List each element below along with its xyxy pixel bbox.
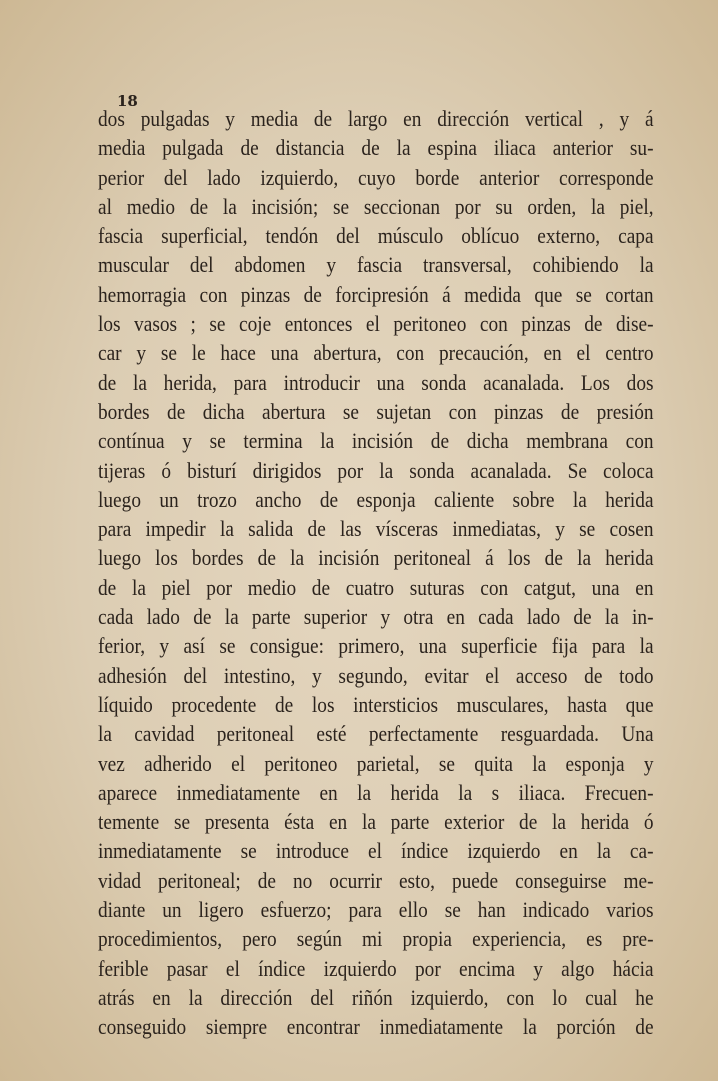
body-text — [98, 104, 654, 1042]
text-line: aparece inmediatamente en la herida la s iliaca. Frecuen- — [98, 779, 654, 805]
text-line: al medio de la incisión; se seccionan por su orden, la piel, — [98, 193, 654, 219]
text-line: car y se le hace una abertura, con precaución, en el centro — [98, 340, 654, 366]
text-line: tijeras ó bisturí dirigidos por la sonda acanalada. Se coloca — [98, 457, 654, 483]
text-line: líquido procedente de los intersticios musculares, hasta que — [98, 691, 654, 717]
text-line: cada lado de la parte superior y otra en cada lado de la in- — [98, 604, 654, 630]
text-line: los vasos ; se coje entonces el peritoneo con pinzas de dise- — [98, 311, 654, 337]
text-line: para impedir la salida de las vísceras inmediatas, y se cosen — [98, 516, 654, 542]
text-line: inmediatamente se introduce el índice izquierdo en la ca- — [98, 838, 654, 864]
text-line: muscular del abdomen y fascia transversal, cohibiendo la — [98, 252, 654, 278]
text-line: de la piel por medio de cuatro suturas con catgut, una en — [98, 574, 654, 600]
text-line: vez adherido el peritoneo parietal, se quita la esponja y — [98, 750, 654, 776]
text-line: atrás en la dirección del riñón izquierdo, con lo cual he — [98, 984, 654, 1010]
text-line: diante un ligero esfuerzo; para ello se han indicado varios — [98, 897, 654, 923]
text-line: conseguido siempre encontrar inmediatamente la porción de — [98, 1014, 654, 1040]
text-line: contínua y se termina la incisión de dicha membrana con — [98, 428, 654, 454]
text-line: vidad peritoneal; de no ocurrir esto, puede conseguirse me- — [98, 867, 654, 893]
text-line: la cavidad peritoneal esté perfectamente resguardada. Una — [98, 721, 654, 747]
text-line: fascia superficial, tendón del músculo oblícuo externo, capa — [98, 223, 654, 249]
text-line: luego los bordes de la incisión peritoneal á los de la herida — [98, 545, 654, 571]
text-line: ferior, y así se consigue: primero, una superficie fija para la — [98, 633, 654, 659]
text-line: temente se presenta ésta en la parte exterior de la herida ó — [98, 809, 654, 835]
text-line: media pulgada de distancia de la espina iliaca anterior su- — [98, 135, 654, 161]
text-line: ferible pasar el índice izquierdo por encima y algo hácia — [98, 955, 654, 981]
page-number: 18 — [117, 92, 138, 110]
text-line: dos pulgadas y media de largo en dirección vertical , y á — [98, 106, 654, 131]
text-line: de la herida, para introducir una sonda acanalada. Los dos — [98, 369, 654, 395]
text-line: procedimientos, pero según mi propia experiencia, es pre- — [98, 926, 654, 952]
text-line: bordes de dicha abertura se sujetan con pinzas de presión — [98, 398, 654, 424]
text-line: perior del lado izquierdo, cuyo borde anterior corresponde — [98, 164, 654, 190]
text-line: adhesión del intestino, y segundo, evitar el acceso de todo — [98, 662, 654, 688]
text-line: luego un trozo ancho de esponja caliente sobre la herida — [98, 486, 654, 512]
text-line: hemorragia con pinzas de forcipresión á medida que se cortan — [98, 281, 654, 307]
